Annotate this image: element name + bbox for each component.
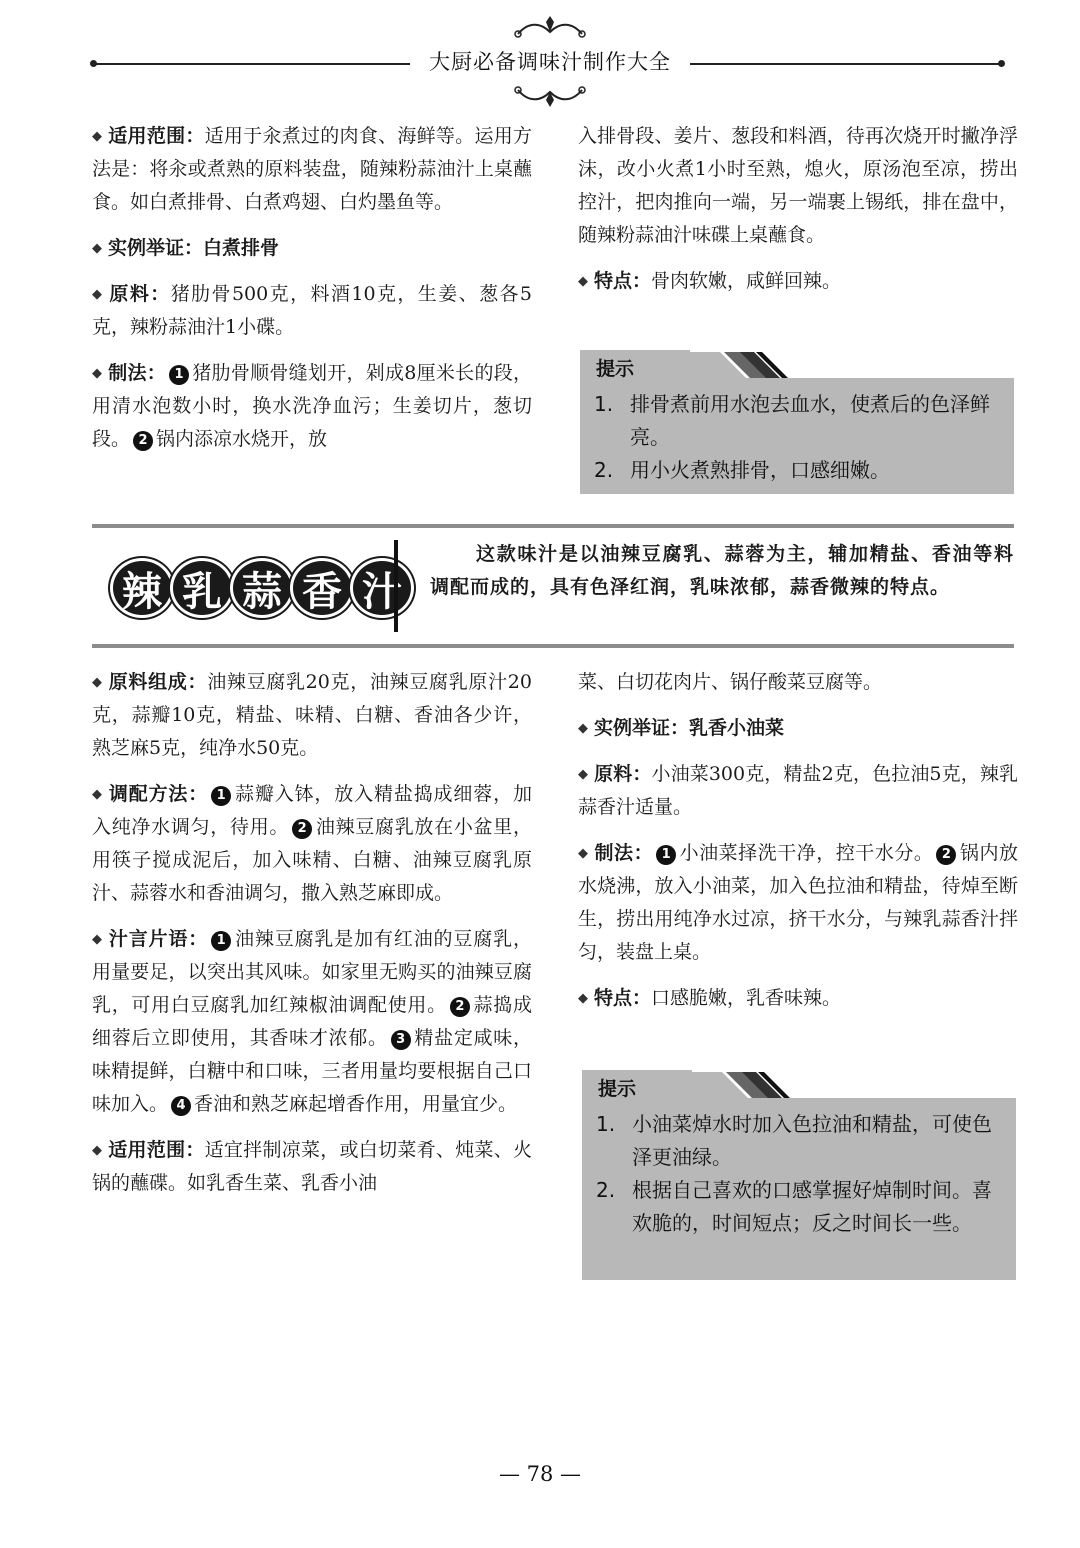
step-number-badge: 2 [936, 845, 956, 865]
method-label: 制法： [594, 842, 654, 864]
step-number-badge: 2 [133, 431, 153, 451]
mixing-step-text: 蒜瓣入钵，放入精盐捣成细蓉，加入纯净水调匀，待用。 [92, 783, 532, 838]
section-rule-top [92, 524, 1014, 528]
method-step-text: 小油菜择洗干净，控干水分。 [679, 842, 934, 864]
tip-stripes-icon [680, 350, 810, 380]
scope-text: 适宜拌制凉菜，或白切菜肴、炖菜、火锅的蘸碟。如乳香生菜、乳香小油 [92, 1139, 532, 1194]
ingredients-text: 猪肋骨500克，料酒10克，生姜、葱各5克，辣粉蒜油汁1小碟。 [92, 283, 532, 338]
diamond-bullet-icon: ◆ [578, 846, 588, 861]
example-label: 实例举证： [108, 237, 204, 259]
header-line-right [690, 63, 1002, 65]
page-number: — 78 — [498, 1462, 582, 1486]
feature-text: 口感脆嫩，乳香味辣。 [651, 987, 842, 1009]
mixing-paragraph [92, 778, 532, 910]
ingredients-paragraph [92, 278, 532, 344]
step-number-badge: 4 [171, 1096, 191, 1116]
feature-paragraph [578, 982, 1018, 1015]
example-paragraph [92, 232, 532, 265]
scope-paragraph [92, 1134, 532, 1200]
header-line-left [92, 63, 410, 65]
tips-text: 蒜捣成细蓉后立即使用，其香味才浓郁。 [92, 994, 532, 1049]
step-number-badge: 2 [292, 819, 312, 839]
tip-box [580, 358, 1014, 494]
method-paragraph [92, 357, 532, 456]
method-step-text: 猪肋骨顺骨缝划开，剁成8厘米长的段，用清水泡数小时，换水洗净血污；生姜切片，葱切段。 [92, 362, 532, 450]
method-step-text: 锅内放水烧沸，放入小油菜，加入色拉油和精盐，待焯至断生，捞出用纯净水过凉，挤干水分，与辣乳蒜香汁拌匀，装盘上桌。 [578, 842, 1018, 963]
tip-list [596, 1108, 1002, 1240]
tip-item-text: 小油菜焯水时加入色拉油和精盐，可使色泽更油绿。 [632, 1112, 992, 1169]
tip-item-text: 用小火煮熟排骨，口感细嫩。 [630, 458, 890, 482]
ornament-bottom-icon [510, 80, 590, 110]
step-number-badge: 1 [656, 845, 676, 865]
diamond-bullet-icon: ◆ [92, 241, 102, 256]
diamond-bullet-icon: ◆ [578, 274, 588, 289]
tip-box [582, 1078, 1016, 1280]
diamond-bullet-icon: ◆ [92, 366, 102, 381]
mixing-step-text: 油辣豆腐乳放在小盆里，用筷子搅成泥后，加入味精、白糖、油辣豆腐乳原汁、蒜蓉水和香油调匀，撒入熟芝麻即成。 [92, 816, 532, 904]
composition-text: 油辣豆腐乳20克，油辣豆腐乳原汁20克，蒜瓣10克，精盐、味精、白糖、香油各少许，熟芝麻5克，纯净水50克。 [92, 671, 532, 759]
page-header [0, 0, 1080, 110]
step-number-badge: 1 [169, 365, 189, 385]
section-title-char: 汁 [350, 558, 414, 618]
ingredients-paragraph [578, 758, 1018, 824]
tip-item [594, 454, 1000, 487]
tips-text: 油辣豆腐乳是加有红油的豆腐乳，用量要足，以突出其风味。如家里无购买的油辣豆腐乳，可用白豆腐乳加红辣椒油调配使用。 [92, 928, 532, 1016]
example-label: 实例举证： [594, 717, 690, 739]
step-number-badge: 1 [211, 786, 231, 806]
section-rule-bottom [92, 644, 1014, 648]
tip-stripes-icon [682, 1070, 812, 1100]
method-paragraph [578, 837, 1018, 969]
tip-label: 提示 [598, 1078, 637, 1100]
scope-paragraph [92, 120, 532, 219]
tips-label: 汁言片语： [108, 928, 209, 950]
step-number-badge: 2 [450, 997, 470, 1017]
diamond-bullet-icon: ◆ [92, 787, 102, 802]
example-value: 乳香小油菜 [689, 717, 785, 739]
diamond-bullet-icon: ◆ [92, 675, 102, 690]
method-step-text: 锅内添凉水烧开，放 [156, 428, 328, 450]
tips-paragraph [92, 923, 532, 1121]
ornament-top-icon [510, 14, 590, 44]
feature-text: 骨肉软嫩，咸鲜回辣。 [651, 270, 842, 292]
method-label: 制法： [108, 362, 167, 384]
tip-item [594, 388, 1000, 454]
tip-item-number: 1. [594, 392, 614, 416]
tip-item-text: 根据自己喜欢的口感掌握好焯制时间。喜欢脆的，时间短点；反之时间长一些。 [632, 1178, 992, 1235]
ingredients-label: 原料： [108, 283, 171, 305]
feature-label: 特点： [594, 270, 652, 292]
tip-label: 提示 [596, 358, 635, 380]
method-continued-paragraph: 入排骨段、姜片、葱段和料酒，待再次烧开时撇净浮沫，改小火煮1小时至熟，熄火，原汤泡至凉，捞出控汁，把肉推向一端，另一端裹上锡纸，排在盘中，随辣粉蒜油汁味碟上桌蘸食。 [578, 125, 1018, 246]
scope-label: 适用范围： [108, 1139, 205, 1161]
section-title-char: 乳 [170, 558, 234, 618]
bottom-right-column [578, 666, 1018, 1028]
step-number-badge: 1 [211, 931, 231, 951]
step-number-badge: 3 [391, 1030, 411, 1050]
composition-label: 原料组成： [108, 671, 208, 693]
diamond-bullet-icon: ◆ [578, 721, 588, 736]
diamond-bullet-icon: ◆ [92, 932, 102, 947]
top-left-column [92, 120, 532, 469]
tips-text: 精盐定咸味，味精提鲜，白糖中和口味，三者用量均要根据自己口味加入。 [92, 1027, 532, 1115]
feature-label: 特点： [594, 987, 652, 1009]
section-title-char: 蒜 [230, 558, 294, 618]
mixing-label: 调配方法： [108, 783, 209, 805]
section-title-char: 香 [290, 558, 354, 618]
header-line-dot-right [998, 60, 1005, 67]
scope-text: 适用于汆煮过的肉食、海鲜等。运用方法是：将汆或煮熟的原料装盘，随辣粉蒜油汁上桌蘸食。如白煮排骨、白煮鸡翅、白灼墨鱼等。 [92, 125, 532, 213]
ingredients-label: 原料： [594, 763, 652, 785]
scope-continued-paragraph: 菜、白切花肉片、锅仔酸菜豆腐等。 [578, 671, 883, 693]
ingredients-text: 小油菜300克，精盐2克，色拉油5克，辣乳蒜香汁适量。 [578, 763, 1018, 818]
example-value: 白煮排骨 [203, 237, 280, 259]
running-header-title: 大厨必备调味汁制作大全 [429, 50, 671, 74]
tips-text: 香油和熟芝麻起增香作用，用量宜少。 [194, 1093, 518, 1115]
diamond-bullet-icon: ◆ [92, 129, 102, 144]
tip-list [594, 388, 1000, 487]
tip-item [596, 1108, 1002, 1174]
diamond-bullet-icon: ◆ [578, 991, 588, 1006]
tip-item-text: 排骨煮前用水泡去血水，使煮后的色泽鲜亮。 [630, 392, 990, 449]
tip-item-number: 2. [596, 1178, 616, 1202]
tip-item [596, 1174, 1002, 1240]
composition-paragraph [92, 666, 532, 765]
section-title-char: 辣 [110, 558, 174, 618]
section-divider [394, 540, 398, 632]
top-right-column [578, 120, 1018, 311]
diamond-bullet-icon: ◆ [578, 767, 588, 782]
scope-label: 适用范围： [108, 125, 205, 147]
example-paragraph [578, 712, 1018, 745]
bottom-left-column [92, 666, 532, 1213]
section-intro: 这款味汁是以油辣豆腐乳、蒜蓉为主，辅加精盐、香油等料调配而成的，具有色泽红润，乳味浓郁，蒜香微辣的特点。 [430, 543, 1014, 598]
diamond-bullet-icon: ◆ [92, 287, 102, 302]
tip-item-number: 2. [594, 458, 614, 482]
tip-item-number: 1. [596, 1112, 616, 1136]
section-title [110, 558, 410, 620]
diamond-bullet-icon: ◆ [92, 1143, 102, 1158]
feature-paragraph [578, 265, 1018, 298]
